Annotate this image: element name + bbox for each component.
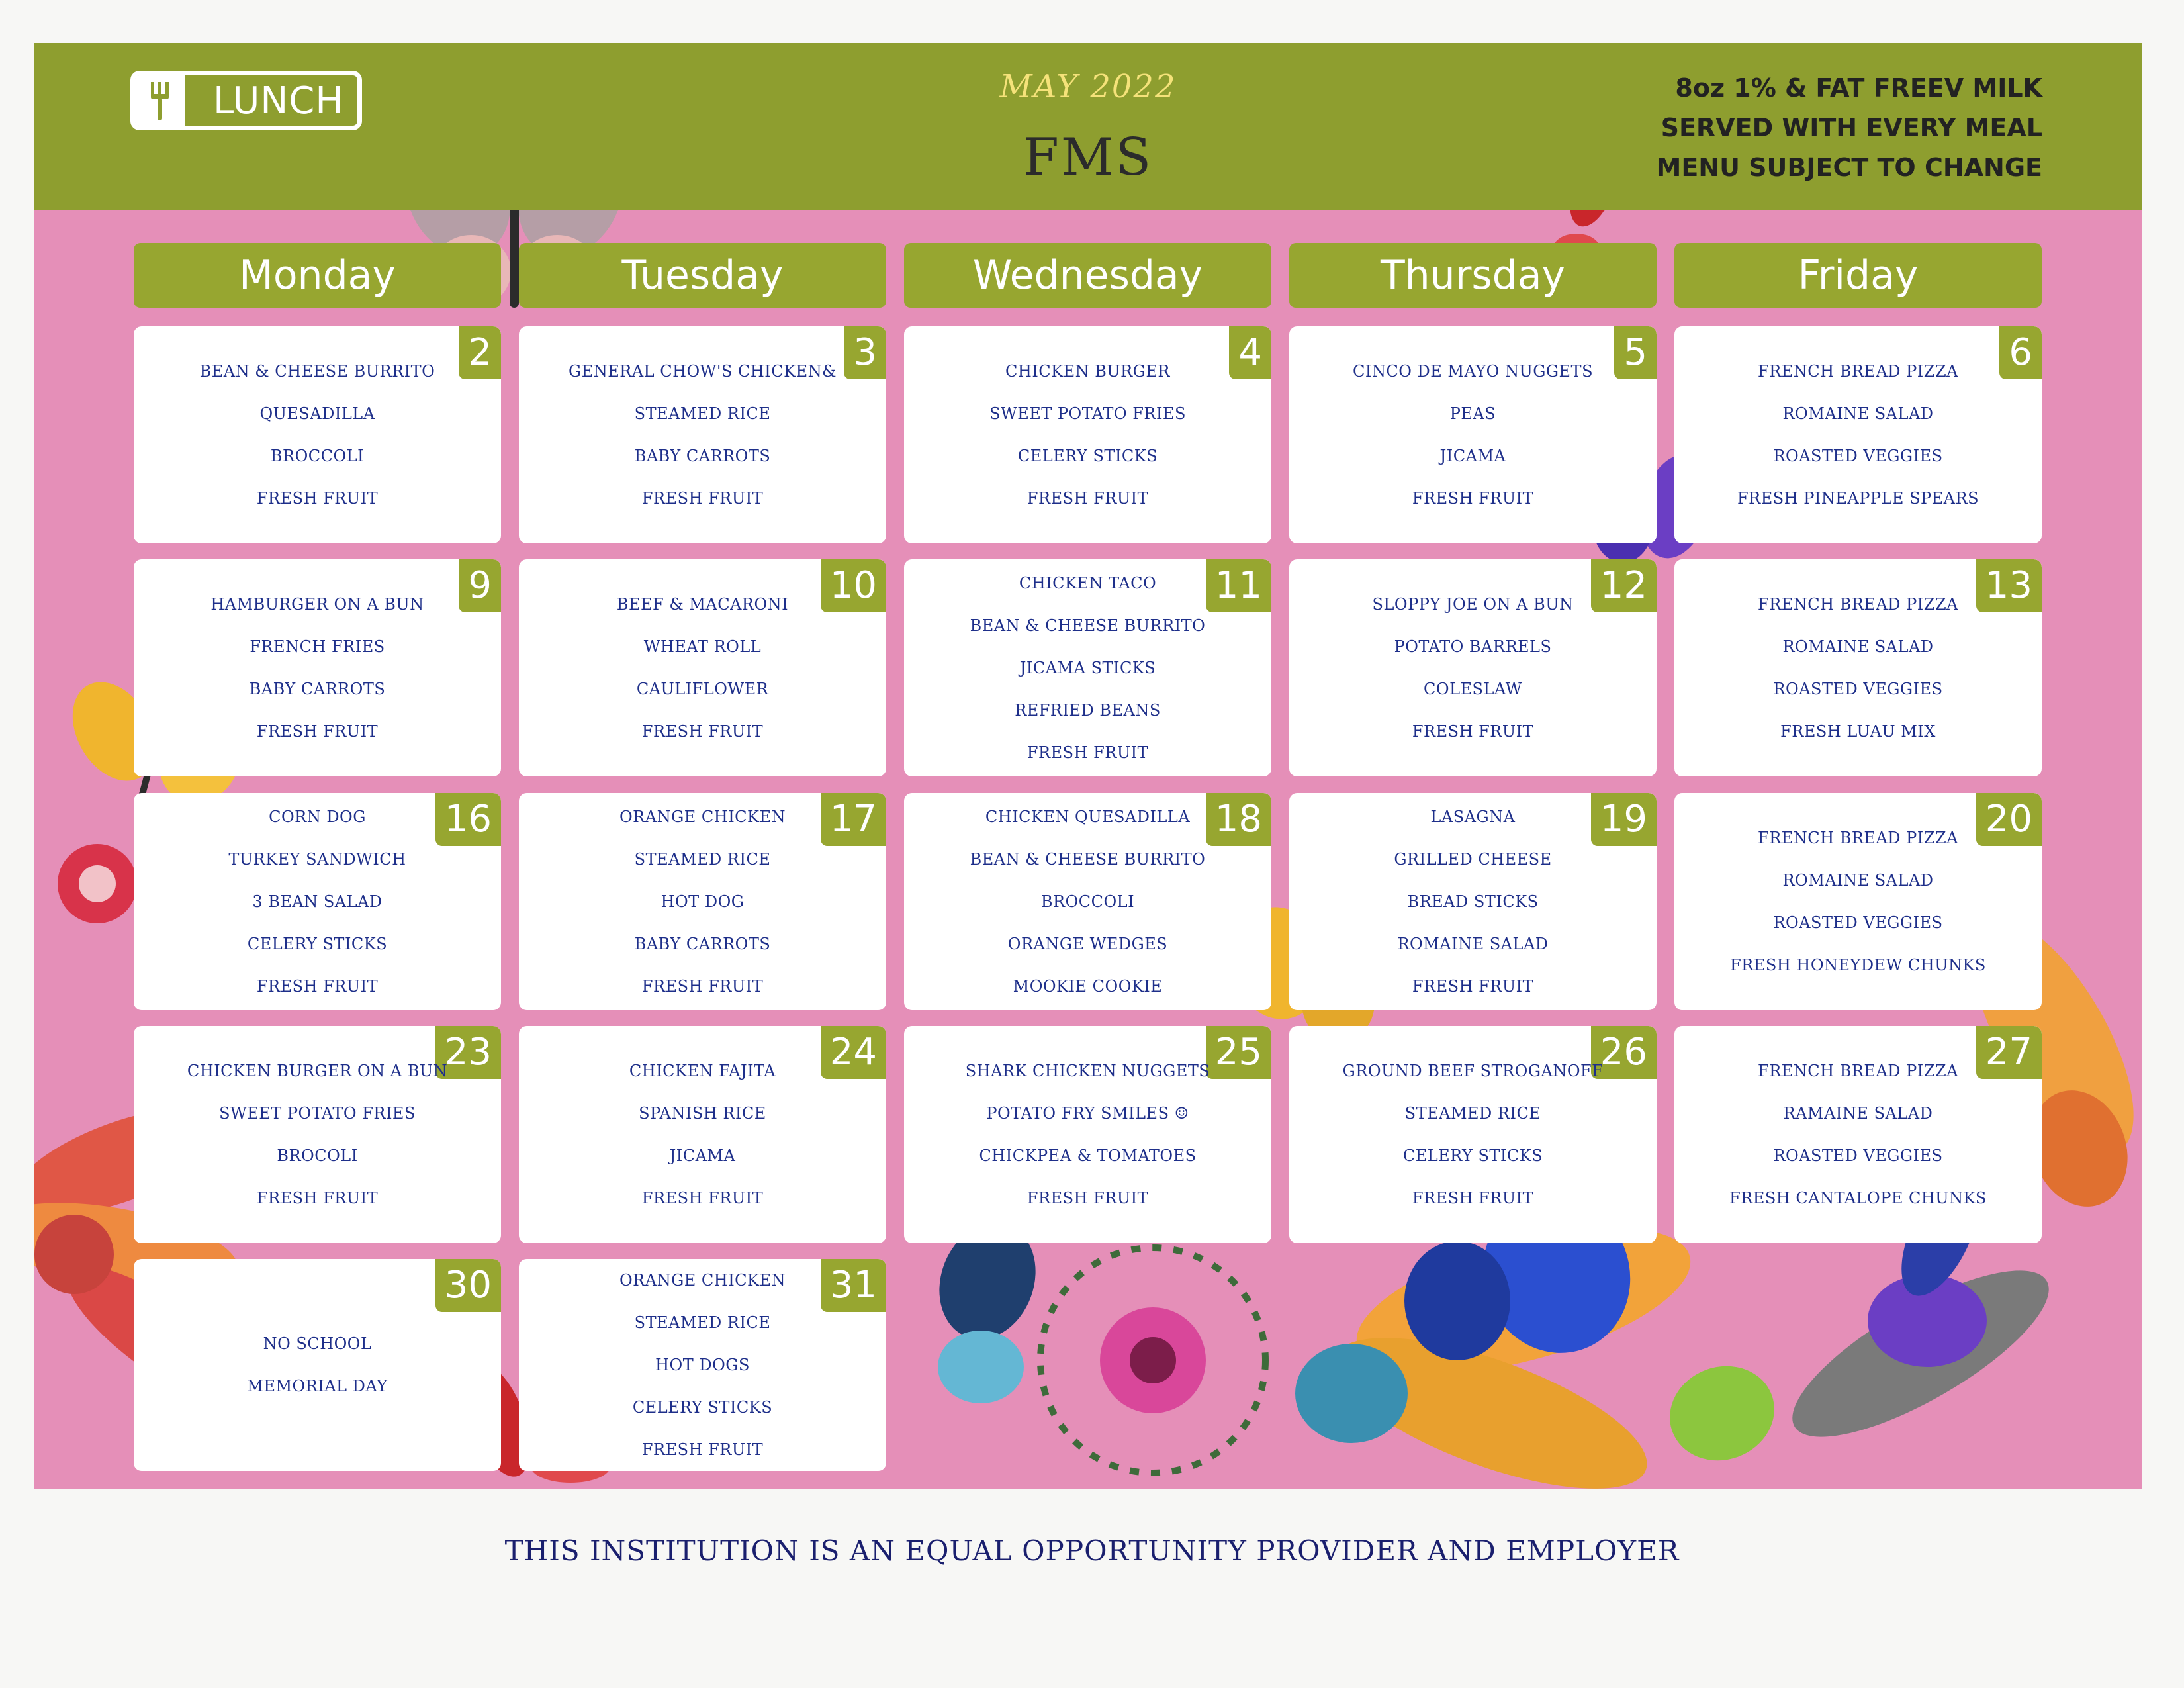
menu-item: FRESH HONEYDEW CHUNKS bbox=[1730, 956, 1986, 974]
date-badge: 10 bbox=[821, 559, 886, 612]
menu-item: FRENCH BREAD PIZZA bbox=[1758, 595, 1958, 614]
menu-item: LASAGNA bbox=[1430, 808, 1516, 826]
day-header-thursday: Thursday bbox=[1289, 243, 1657, 308]
date-badge: 20 bbox=[1976, 793, 2042, 846]
month-title: MAY 2022 bbox=[999, 68, 1177, 105]
day-cell bbox=[904, 793, 1271, 1010]
day-cell bbox=[904, 559, 1271, 776]
menu-item: BEAN & CHEESE BURRITO bbox=[970, 850, 1206, 868]
day-header-wednesday: Wednesday bbox=[904, 243, 1271, 308]
menu-items bbox=[1289, 1050, 1657, 1219]
date-badge: 24 bbox=[821, 1026, 886, 1079]
menu-items bbox=[904, 562, 1271, 774]
day-cell bbox=[134, 1259, 501, 1471]
menu-item: HOT DOG bbox=[660, 892, 745, 911]
menu-item: FRESH FRUIT bbox=[1026, 743, 1149, 762]
menu-item: WHEAT ROLL bbox=[643, 637, 762, 656]
date-badge: 2 bbox=[459, 326, 501, 379]
menu-item: STEAMED RICE bbox=[634, 404, 771, 423]
menu-items bbox=[519, 1050, 886, 1219]
day-cell bbox=[1674, 559, 2042, 776]
menu-item: BEEF & MACARONI bbox=[616, 595, 789, 614]
school-title: FMS bbox=[1023, 128, 1154, 187]
menu-item: STEAMED RICE bbox=[634, 850, 771, 868]
menu-item: CORN DOG bbox=[269, 808, 366, 826]
menu-item: ROASTED VEGGIES bbox=[1773, 447, 1943, 465]
menu-item: CINCO DE MAYO NUGGETS bbox=[1352, 362, 1594, 381]
menu-item: ROASTED VEGGIES bbox=[1773, 680, 1943, 698]
menu-item: BABY CARROTS bbox=[634, 447, 771, 465]
menu-item: NO SCHOOL bbox=[263, 1335, 372, 1353]
day-cell bbox=[519, 1259, 886, 1471]
menu-items bbox=[1289, 583, 1657, 753]
menu-item: CELERY STICKS bbox=[1402, 1147, 1543, 1165]
menu-item: FRESH FRUIT bbox=[256, 489, 379, 508]
menu-item: MEMORIAL DAY bbox=[247, 1377, 388, 1395]
menu-item: FRESH CANTALOPE CHUNKS bbox=[1729, 1189, 1987, 1207]
menu-item: GRILLED CHEESE bbox=[1394, 850, 1552, 868]
menu-items bbox=[1289, 796, 1657, 1008]
menu-item: ROMAINE SALAD bbox=[1782, 637, 1934, 656]
menu-item: PEAS bbox=[1449, 404, 1496, 423]
day-header-friday: Friday bbox=[1674, 243, 2042, 308]
menu-item: BABY CARROTS bbox=[249, 680, 386, 698]
menu-item: FRESH FRUIT bbox=[1412, 489, 1534, 508]
menu-items bbox=[519, 1259, 886, 1471]
menu-items bbox=[134, 350, 501, 520]
menu-items bbox=[1289, 350, 1657, 520]
date-badge: 16 bbox=[435, 793, 501, 846]
day-cell bbox=[134, 1026, 501, 1243]
flower-left-red bbox=[58, 844, 137, 923]
menu-item: FRESH FRUIT bbox=[641, 1440, 764, 1459]
menu-item: FRENCH BREAD PIZZA bbox=[1758, 1062, 1958, 1080]
menu-item: HAMBURGER ON A BUN bbox=[210, 595, 424, 614]
menu-item: JICAMA bbox=[669, 1147, 736, 1165]
menu-item: BROCCOLI bbox=[270, 447, 365, 465]
menu-item: ROASTED VEGGIES bbox=[1773, 914, 1943, 932]
menu-item: ROMAINE SALAD bbox=[1782, 871, 1934, 890]
menu-item: FRENCH BREAD PIZZA bbox=[1758, 829, 1958, 847]
menu-item: TURKEY SANDWICH bbox=[228, 850, 406, 868]
day-cell bbox=[904, 326, 1271, 543]
equal-opportunity-footer: THIS INSTITUTION IS AN EQUAL OPPORTUNITY PROVIDER AND EMPLOYER bbox=[504, 1534, 1680, 1567]
menu-items bbox=[1674, 583, 2042, 753]
menu-item: CHICKEN BURGER ON A BUN bbox=[187, 1062, 448, 1080]
date-badge: 23 bbox=[435, 1026, 501, 1079]
menu-items bbox=[519, 350, 886, 520]
day-cell bbox=[904, 1026, 1271, 1243]
menu-item: CELERY STICKS bbox=[1017, 447, 1158, 465]
menu-item: POTATO BARRELS bbox=[1394, 637, 1552, 656]
date-badge: 25 bbox=[1206, 1026, 1271, 1079]
day-cell bbox=[134, 559, 501, 776]
menu-items bbox=[134, 583, 501, 753]
menu-item: FRESH PINEAPPLE SPEARS bbox=[1737, 489, 1979, 508]
menu-item: FRESH FRUIT bbox=[256, 977, 379, 996]
menu-item: CHICKEN TACO bbox=[1019, 574, 1157, 592]
menu-item: ORANGE CHICKEN bbox=[619, 808, 786, 826]
menu-item: FRESH FRUIT bbox=[641, 977, 764, 996]
day-cell bbox=[1674, 326, 2042, 543]
day-cell bbox=[134, 793, 501, 1010]
menu-item: FRENCH BREAD PIZZA bbox=[1758, 362, 1958, 381]
note-line: MENU SUBJECT TO CHANGE bbox=[1656, 153, 2042, 182]
day-header-tuesday: Tuesday bbox=[519, 243, 886, 308]
date-badge: 19 bbox=[1591, 793, 1657, 846]
menu-items bbox=[904, 796, 1271, 1008]
menu-item: POTATO FRY SMILES ☺ bbox=[986, 1104, 1189, 1123]
menu-item: FRESH FRUIT bbox=[1026, 1189, 1149, 1207]
menu-items bbox=[1674, 1050, 2042, 1219]
day-cell bbox=[1674, 1026, 2042, 1243]
day-cell bbox=[1289, 793, 1657, 1010]
day-cell bbox=[519, 1026, 886, 1243]
menu-item: COLESLAW bbox=[1424, 680, 1522, 698]
menu-items bbox=[519, 796, 886, 1008]
menu-item: FRESH FRUIT bbox=[1412, 722, 1534, 741]
menu-items bbox=[904, 1050, 1271, 1219]
menu-item: JICAMA STICKS bbox=[1019, 659, 1156, 677]
menu-item: ROMAINE SALAD bbox=[1782, 404, 1934, 423]
note-line: SERVED WITH EVERY MEAL bbox=[1661, 113, 2042, 142]
menu-item: BABY CARROTS bbox=[634, 935, 771, 953]
menu-item: QUESADILLA bbox=[259, 404, 375, 423]
menu-item: CELERY STICKS bbox=[247, 935, 388, 953]
day-cell bbox=[134, 326, 501, 543]
date-badge: 12 bbox=[1591, 559, 1657, 612]
menu-item: RAMAINE SALAD bbox=[1783, 1104, 1933, 1123]
date-badge: 4 bbox=[1229, 326, 1271, 379]
menu-item: SWEET POTATO FRIES bbox=[219, 1104, 416, 1123]
menu-item: CAULIFLOWER bbox=[636, 680, 769, 698]
menu-item: FRESH FRUIT bbox=[1412, 1189, 1534, 1207]
menu-item: CHICKEN BURGER bbox=[1005, 362, 1170, 381]
menu-item: SWEET POTATO FRIES bbox=[989, 404, 1186, 423]
date-badge: 5 bbox=[1614, 326, 1657, 379]
date-badge: 17 bbox=[821, 793, 886, 846]
date-badge: 11 bbox=[1206, 559, 1271, 612]
menu-item: FRESH FRUIT bbox=[641, 722, 764, 741]
menu-items bbox=[519, 583, 886, 753]
day-cell bbox=[519, 793, 886, 1010]
header-banner bbox=[34, 43, 2142, 210]
date-badge: 9 bbox=[459, 559, 501, 612]
menu-item: FRESH FRUIT bbox=[641, 1189, 764, 1207]
menu-items bbox=[134, 1323, 501, 1407]
menu-item: BEAN & CHEESE BURRITO bbox=[970, 616, 1206, 635]
day-header-monday: Monday bbox=[134, 243, 501, 308]
butterfly-green bbox=[1657, 1352, 1788, 1475]
date-badge: 30 bbox=[435, 1259, 501, 1312]
menu-item: BREAD STICKS bbox=[1407, 892, 1539, 911]
lunch-label: LUNCH bbox=[213, 79, 344, 122]
date-badge: 27 bbox=[1976, 1026, 2042, 1079]
date-badge: 6 bbox=[1999, 326, 2042, 379]
menu-notes bbox=[1579, 68, 2042, 187]
menu-items bbox=[904, 350, 1271, 520]
menu-item: CHICKEN QUESADILLA bbox=[985, 808, 1191, 826]
menu-item: STEAMED RICE bbox=[634, 1313, 771, 1332]
menu-item: 3 BEAN SALAD bbox=[252, 892, 383, 911]
menu-item: STEAMED RICE bbox=[1404, 1104, 1541, 1123]
menu-item: SHARK CHICKEN NUGGETS bbox=[965, 1062, 1210, 1080]
menu-items bbox=[134, 1050, 501, 1219]
menu-item: ROMAINE SALAD bbox=[1397, 935, 1549, 953]
menu-item: FRESH FRUIT bbox=[256, 722, 379, 741]
menu-item: FRENCH FRIES bbox=[250, 637, 385, 656]
menu-item: FRESH FRUIT bbox=[1412, 977, 1534, 996]
menu-item: SPANISH RICE bbox=[639, 1104, 766, 1123]
flower-bottom-center bbox=[1040, 1248, 1265, 1473]
note-line: 8oz 1% & FAT FREEV MILK bbox=[1675, 73, 2042, 103]
day-cell bbox=[519, 559, 886, 776]
menu-item: CHICKEN FAJITA bbox=[629, 1062, 776, 1080]
menu-item: FRESH FRUIT bbox=[641, 489, 764, 508]
menu-item: FRESH FRUIT bbox=[1026, 489, 1149, 508]
menu-items bbox=[134, 796, 501, 1008]
menu-items bbox=[1674, 817, 2042, 986]
menu-item: ORANGE CHICKEN bbox=[619, 1271, 786, 1289]
menu-item: GENERAL CHOW'S CHICKEN& bbox=[569, 362, 837, 381]
day-cell bbox=[1289, 559, 1657, 776]
date-badge: 13 bbox=[1976, 559, 2042, 612]
menu-items bbox=[1674, 350, 2042, 520]
menu-item: CELERY STICKS bbox=[632, 1398, 773, 1417]
day-cell bbox=[1289, 326, 1657, 543]
date-badge: 18 bbox=[1206, 793, 1271, 846]
menu-item: ROASTED VEGGIES bbox=[1773, 1147, 1943, 1165]
date-badge: 3 bbox=[844, 326, 886, 379]
day-cell bbox=[1289, 1026, 1657, 1243]
menu-item: REFRIED BEANS bbox=[1015, 701, 1161, 720]
menu-item: BROCCOLI bbox=[1040, 892, 1135, 911]
menu-item: SLOPPY JOE ON A BUN bbox=[1372, 595, 1574, 614]
menu-item: MOOKIE COOKIE bbox=[1013, 977, 1163, 996]
menu-item: GROUND BEEF STROGANOFF bbox=[1342, 1062, 1604, 1080]
menu-item: FRESH FRUIT bbox=[256, 1189, 379, 1207]
date-badge: 31 bbox=[821, 1259, 886, 1312]
menu-item: CHICKPEA & TOMATOES bbox=[979, 1147, 1197, 1165]
date-badge: 26 bbox=[1591, 1026, 1657, 1079]
menu-item: BEAN & CHEESE BURRITO bbox=[199, 362, 435, 381]
menu-item: HOT DOGS bbox=[655, 1356, 750, 1374]
menu-item: JICAMA bbox=[1439, 447, 1506, 465]
day-cell bbox=[1674, 793, 2042, 1010]
menu-sheet bbox=[34, 43, 2142, 1489]
day-cell bbox=[519, 326, 886, 543]
menu-item: FRESH LUAU MIX bbox=[1780, 722, 1936, 741]
menu-item: ORANGE WEDGES bbox=[1007, 935, 1168, 953]
menu-item: BROCOLI bbox=[277, 1147, 358, 1165]
